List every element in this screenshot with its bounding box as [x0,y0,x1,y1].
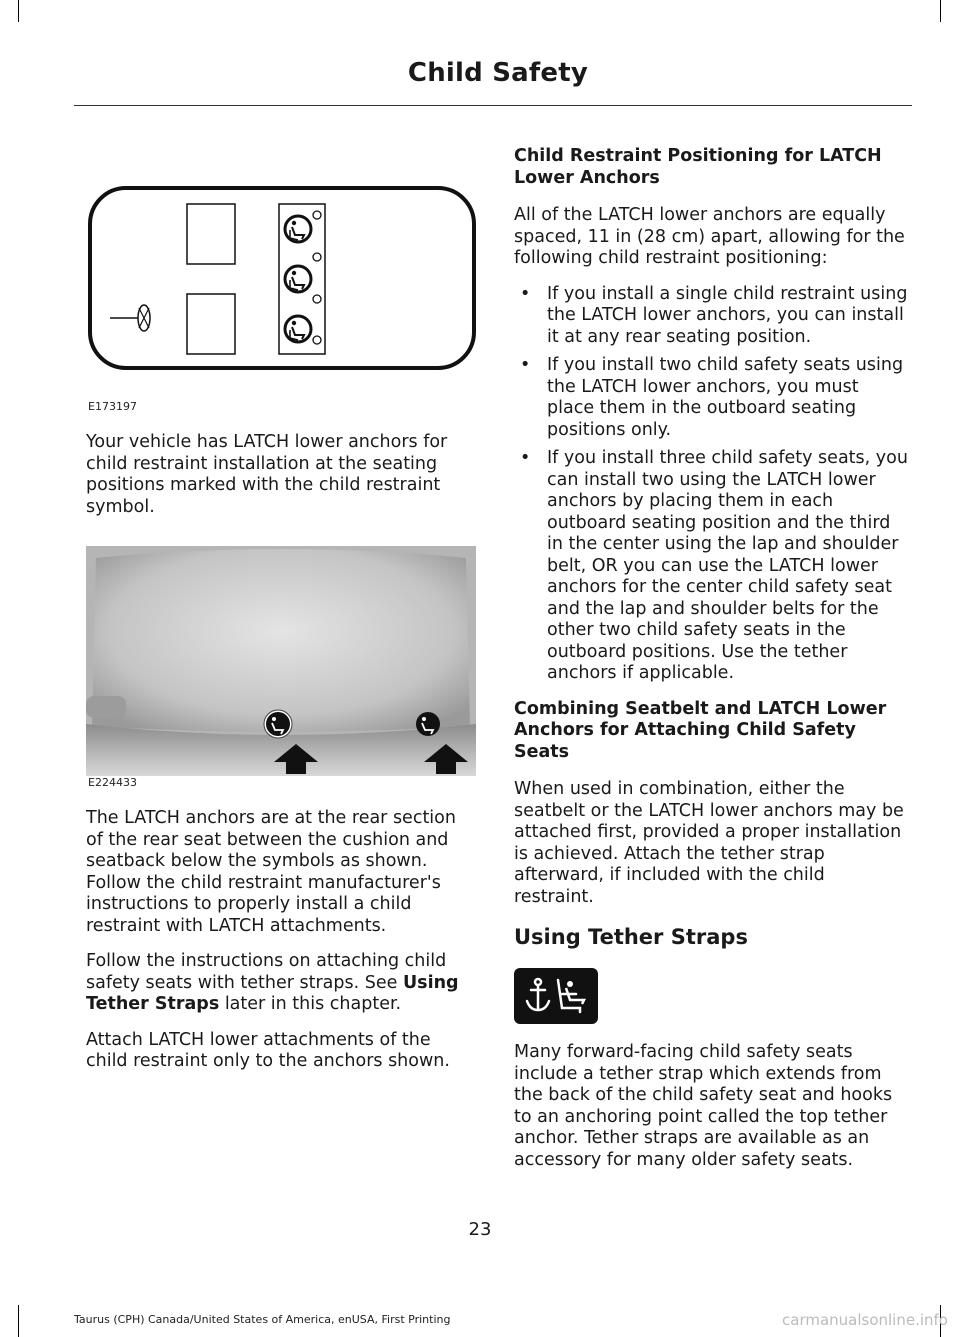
list-item: • If you install two child safety seats using the LATCH lower anchors, you must place them in the outboard seating positions only. [514,355,910,441]
paragraph: The LATCH anchors are at the rear section of the rear seat between the cushion and seatback below the symbols as shown. Follow the child restraint manufacturer's instructions to properly install a child restraint with LATCH attachments. [86,808,456,936]
child-restraint-icon [285,266,311,292]
crop-mark [18,0,19,22]
paragraph: Attach LATCH lower attachments of the child restraint only to the anchors shown. [86,1029,450,1071]
bullet-list [514,284,910,685]
child-restraint-icon [285,216,311,242]
cross-reference-link[interactable]: Using Tether Straps [86,972,459,1014]
left-column [86,128,476,1087]
section-heading: Combining Seatbelt and LATCH Lower Anchors for Attaching Child Safety Seats [514,698,887,762]
text: Follow the instructions on attaching child safety seats with tether straps. See [86,951,447,993]
paragraph [86,951,476,1016]
header-divider [74,105,912,106]
seat-photo-figure [86,546,476,794]
paragraph: Your vehicle has LATCH lower anchors for child restraint installation at the seating positions marked with the child restraint symbol. [86,432,448,517]
right-column [514,146,910,1185]
list-item: • If you install a single child restraint using the LATCH lower anchors, you can install it at any rear seating position. [514,284,910,349]
page-number: 23 [468,1219,492,1240]
paragraph: Many forward-facing child safety seats include a tether strap which extends from the back of the child safety seat and hooks to an anchoring point called the top tether anchor. Tether straps are available as an accessory for many older safety seats. [514,1042,893,1170]
child-restraint-symbol [416,712,440,736]
section-title: Using Tether Straps [514,925,748,949]
rear-seat-latch-diagram [86,128,476,388]
child-restraint-symbol [266,712,290,736]
list-item: • If you install three child safety seats, you can install two using the LATCH lower anchors by placing them in each outboard seating position and the third in the center using the lap and shoulder belt, OR you can use the LATCH lower anchors for the center child safety seat and the lap and shoulder belts for the other two child safety seats in the outboard positions. Use the tether anchors if applicable. [514,448,910,685]
seat-diagram-figure [86,128,476,418]
page-title: Child Safety [407,58,588,88]
tether-anchor-icon [514,968,910,1028]
rear-seat-anchor-photo [86,546,476,776]
watermark: carmanualsonline.info [782,1311,948,1329]
figure-id: E173197 [88,400,137,413]
figure-id: E224433 [88,776,137,789]
paragraph: All of the LATCH lower anchors are equally spaced, 11 in (28 cm) apart, allowing for the following child restraint positioning: [514,205,905,268]
paragraph: When used in combination, either the seatbelt or the LATCH lower anchors may be attached first, provided a proper installation is achieved. Attach the tether strap afterward, if included with the child restraint. [514,779,904,907]
crop-mark [940,0,941,22]
footer: Taurus (CPH) Canada/United States of America, enUSA, First Printing [74,1313,451,1326]
crop-mark [18,1305,19,1337]
child-restraint-icon [285,316,311,342]
section-heading: Child Restraint Positioning for LATCH Lower Anchors [514,146,882,188]
text: later in this chapter. [219,994,402,1014]
